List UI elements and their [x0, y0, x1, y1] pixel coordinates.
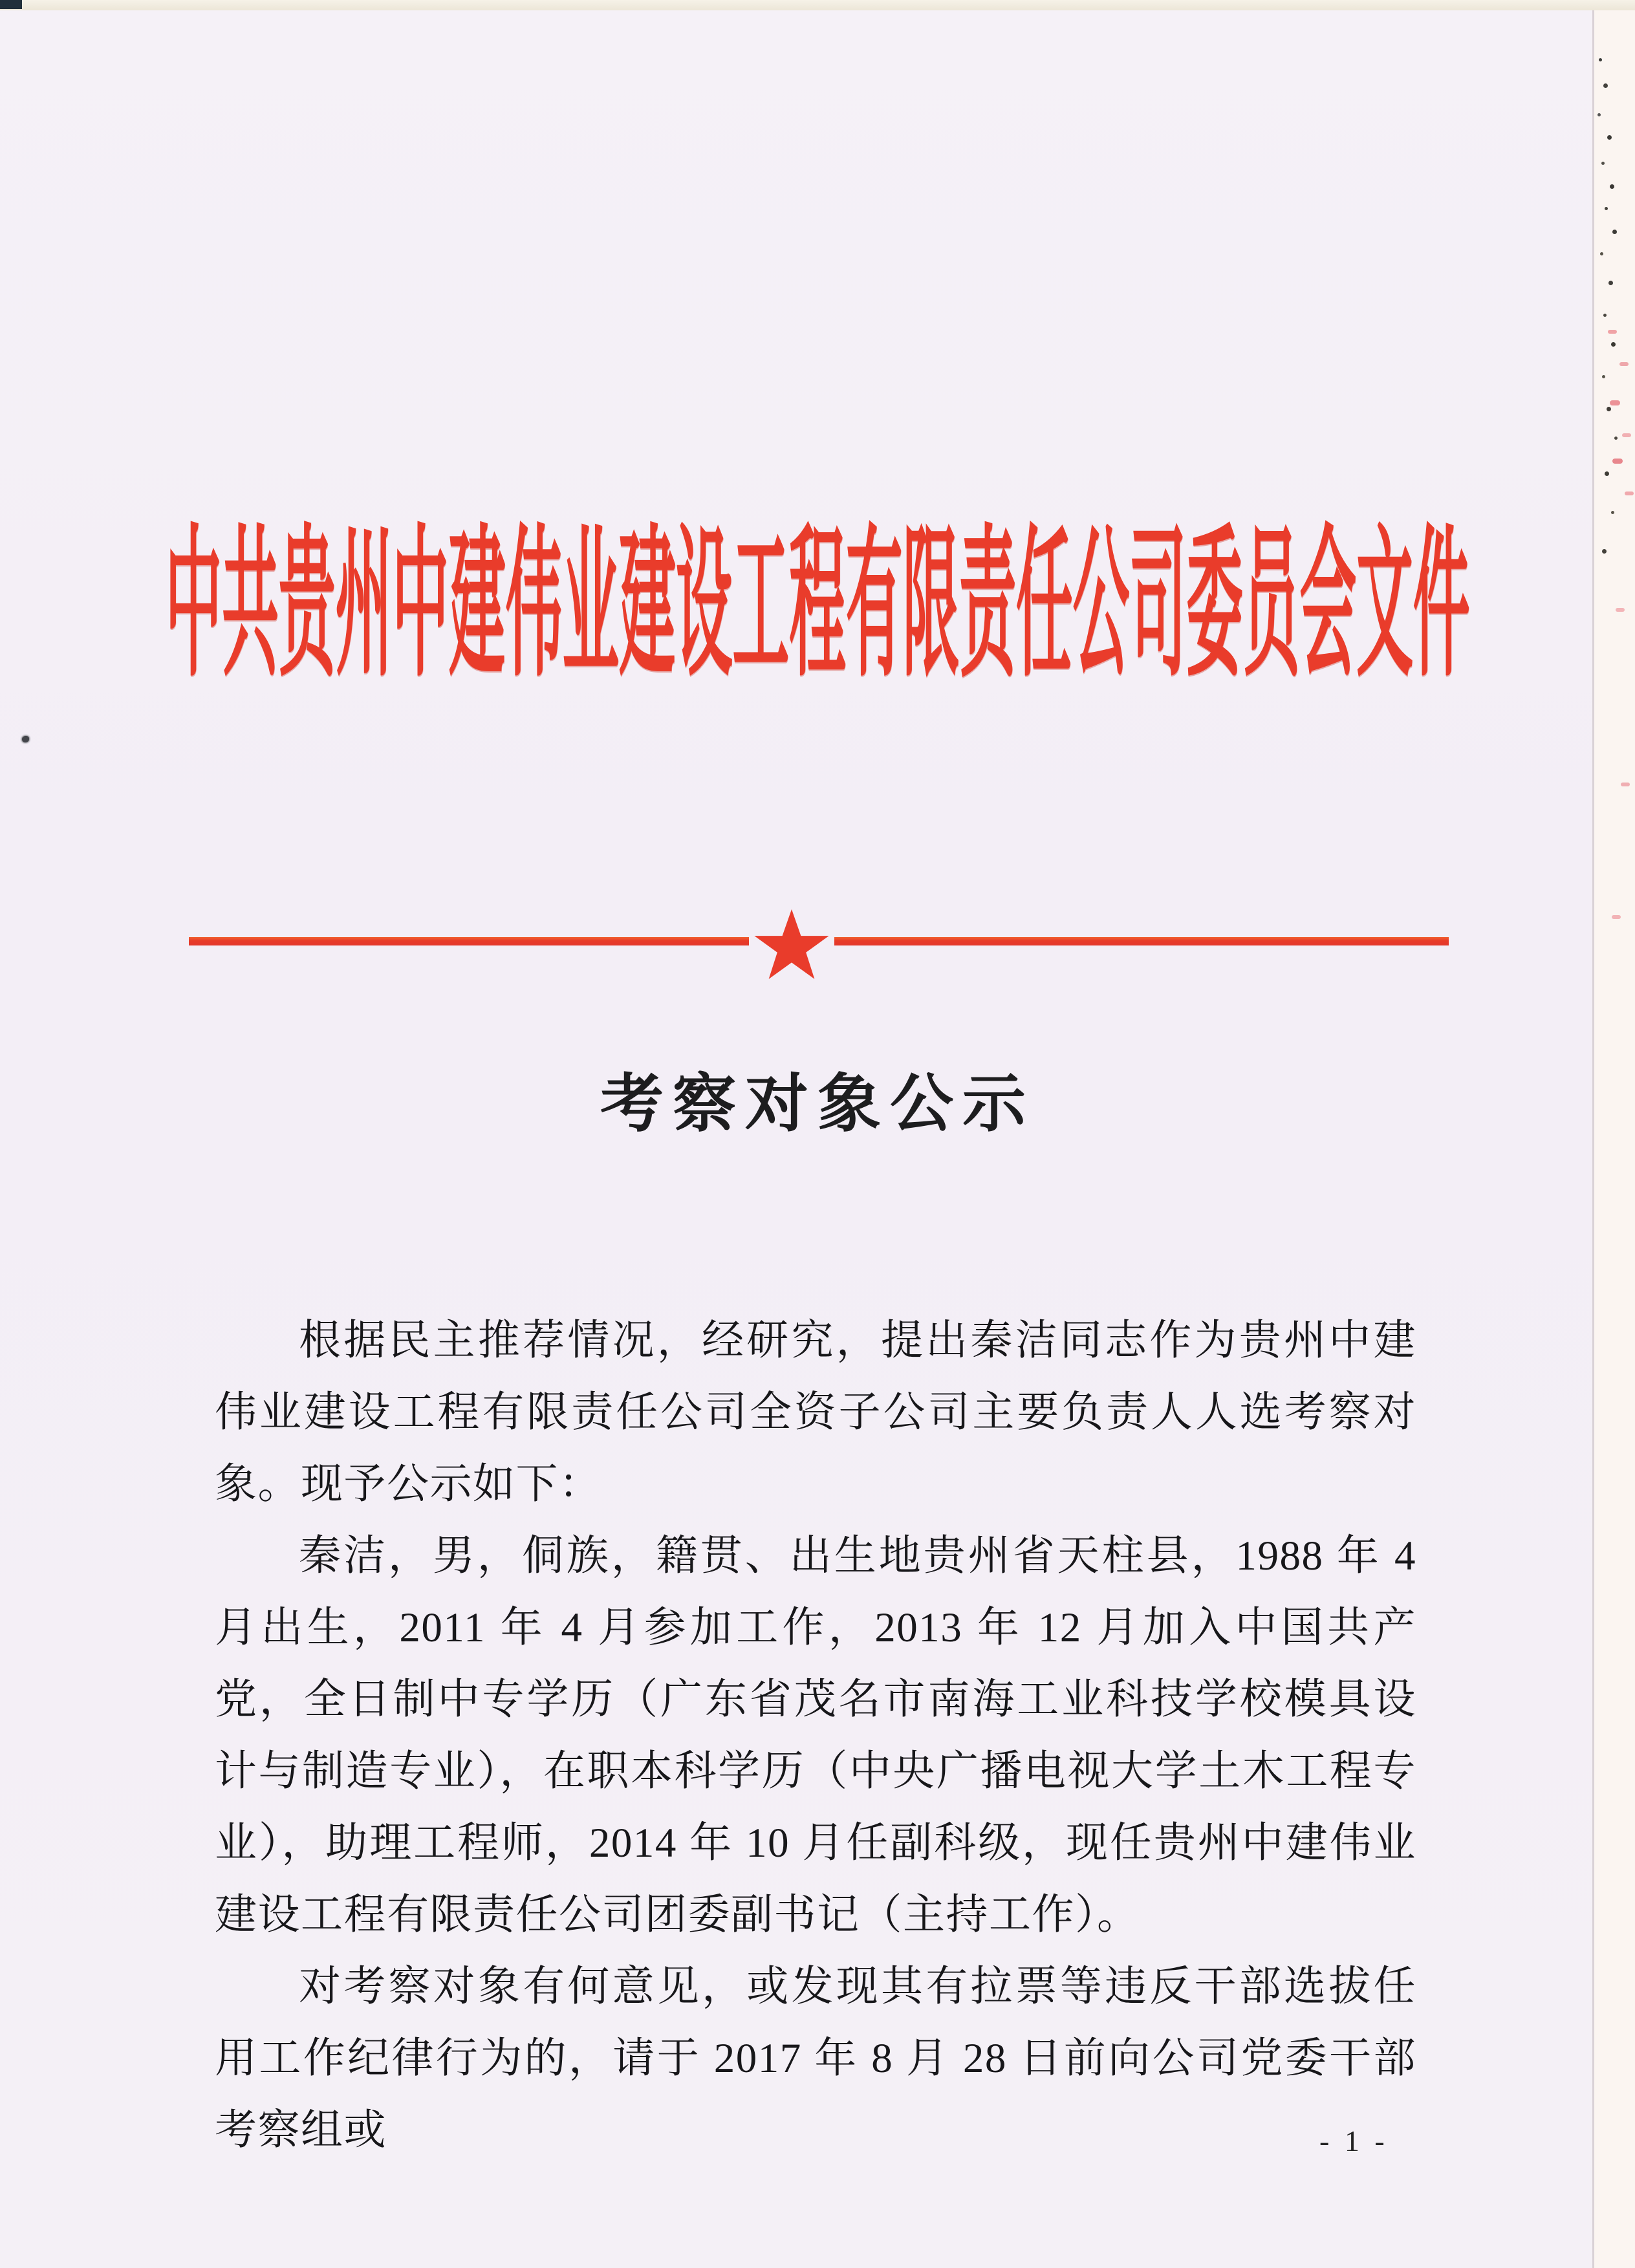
divider-line-right: [834, 937, 1449, 945]
scanned-document-page: [0, 10, 1592, 2268]
document-body: [215, 1305, 1416, 2166]
page-number: - 1 -: [1319, 2124, 1389, 2157]
scan-noise-red: [1608, 330, 1617, 334]
scan-noise-black: [1599, 58, 1602, 61]
divider-line-left: [189, 937, 749, 945]
body-paragraph-3: 对考察对象有何意见，或发现其有拉票等违反干部选拔任用工作纪律行为的，请于 2017 年 8 月 28 日前向公司党委干部考察组或: [215, 1963, 1416, 2154]
red-star-icon: [753, 909, 830, 984]
letterhead-title: 中共贵州中建伟业建设工程有限责任公司委员会文件: [165, 515, 1470, 696]
body-paragraph-1: 根据民主推荐情况，经研究，提出秦洁同志作为贵州中建伟业建设工程有限责任公司全资子公司主要负责人人选考察对象。现予公示如下：: [215, 1317, 1416, 1507]
scan-backing-right: [1592, 10, 1635, 2268]
ink-speck: [22, 736, 29, 742]
star-divider: [0, 906, 1635, 997]
letterhead: [0, 508, 1635, 702]
document-title: 考察对象公示: [600, 1070, 1035, 1139]
body-paragraph-2: 秦洁，男，侗族，籍贯、出生地贵州省天柱县，1988 年 4 月出生，2011 年 4 月参加工作，2013 年 12 月加入中国共产党，全日制中专学历（广东省茂名市南海工业科技学校模具设计与制造专业），在职本科学历（中央广播电视大学土木工程专业），助理工程师，2014 年 10 月任副科级，现任贵州中建伟业建设工程有限责任公司团委副书记（主持工作）。: [215, 1533, 1416, 1938]
scanner-corner-dark: [0, 0, 22, 9]
